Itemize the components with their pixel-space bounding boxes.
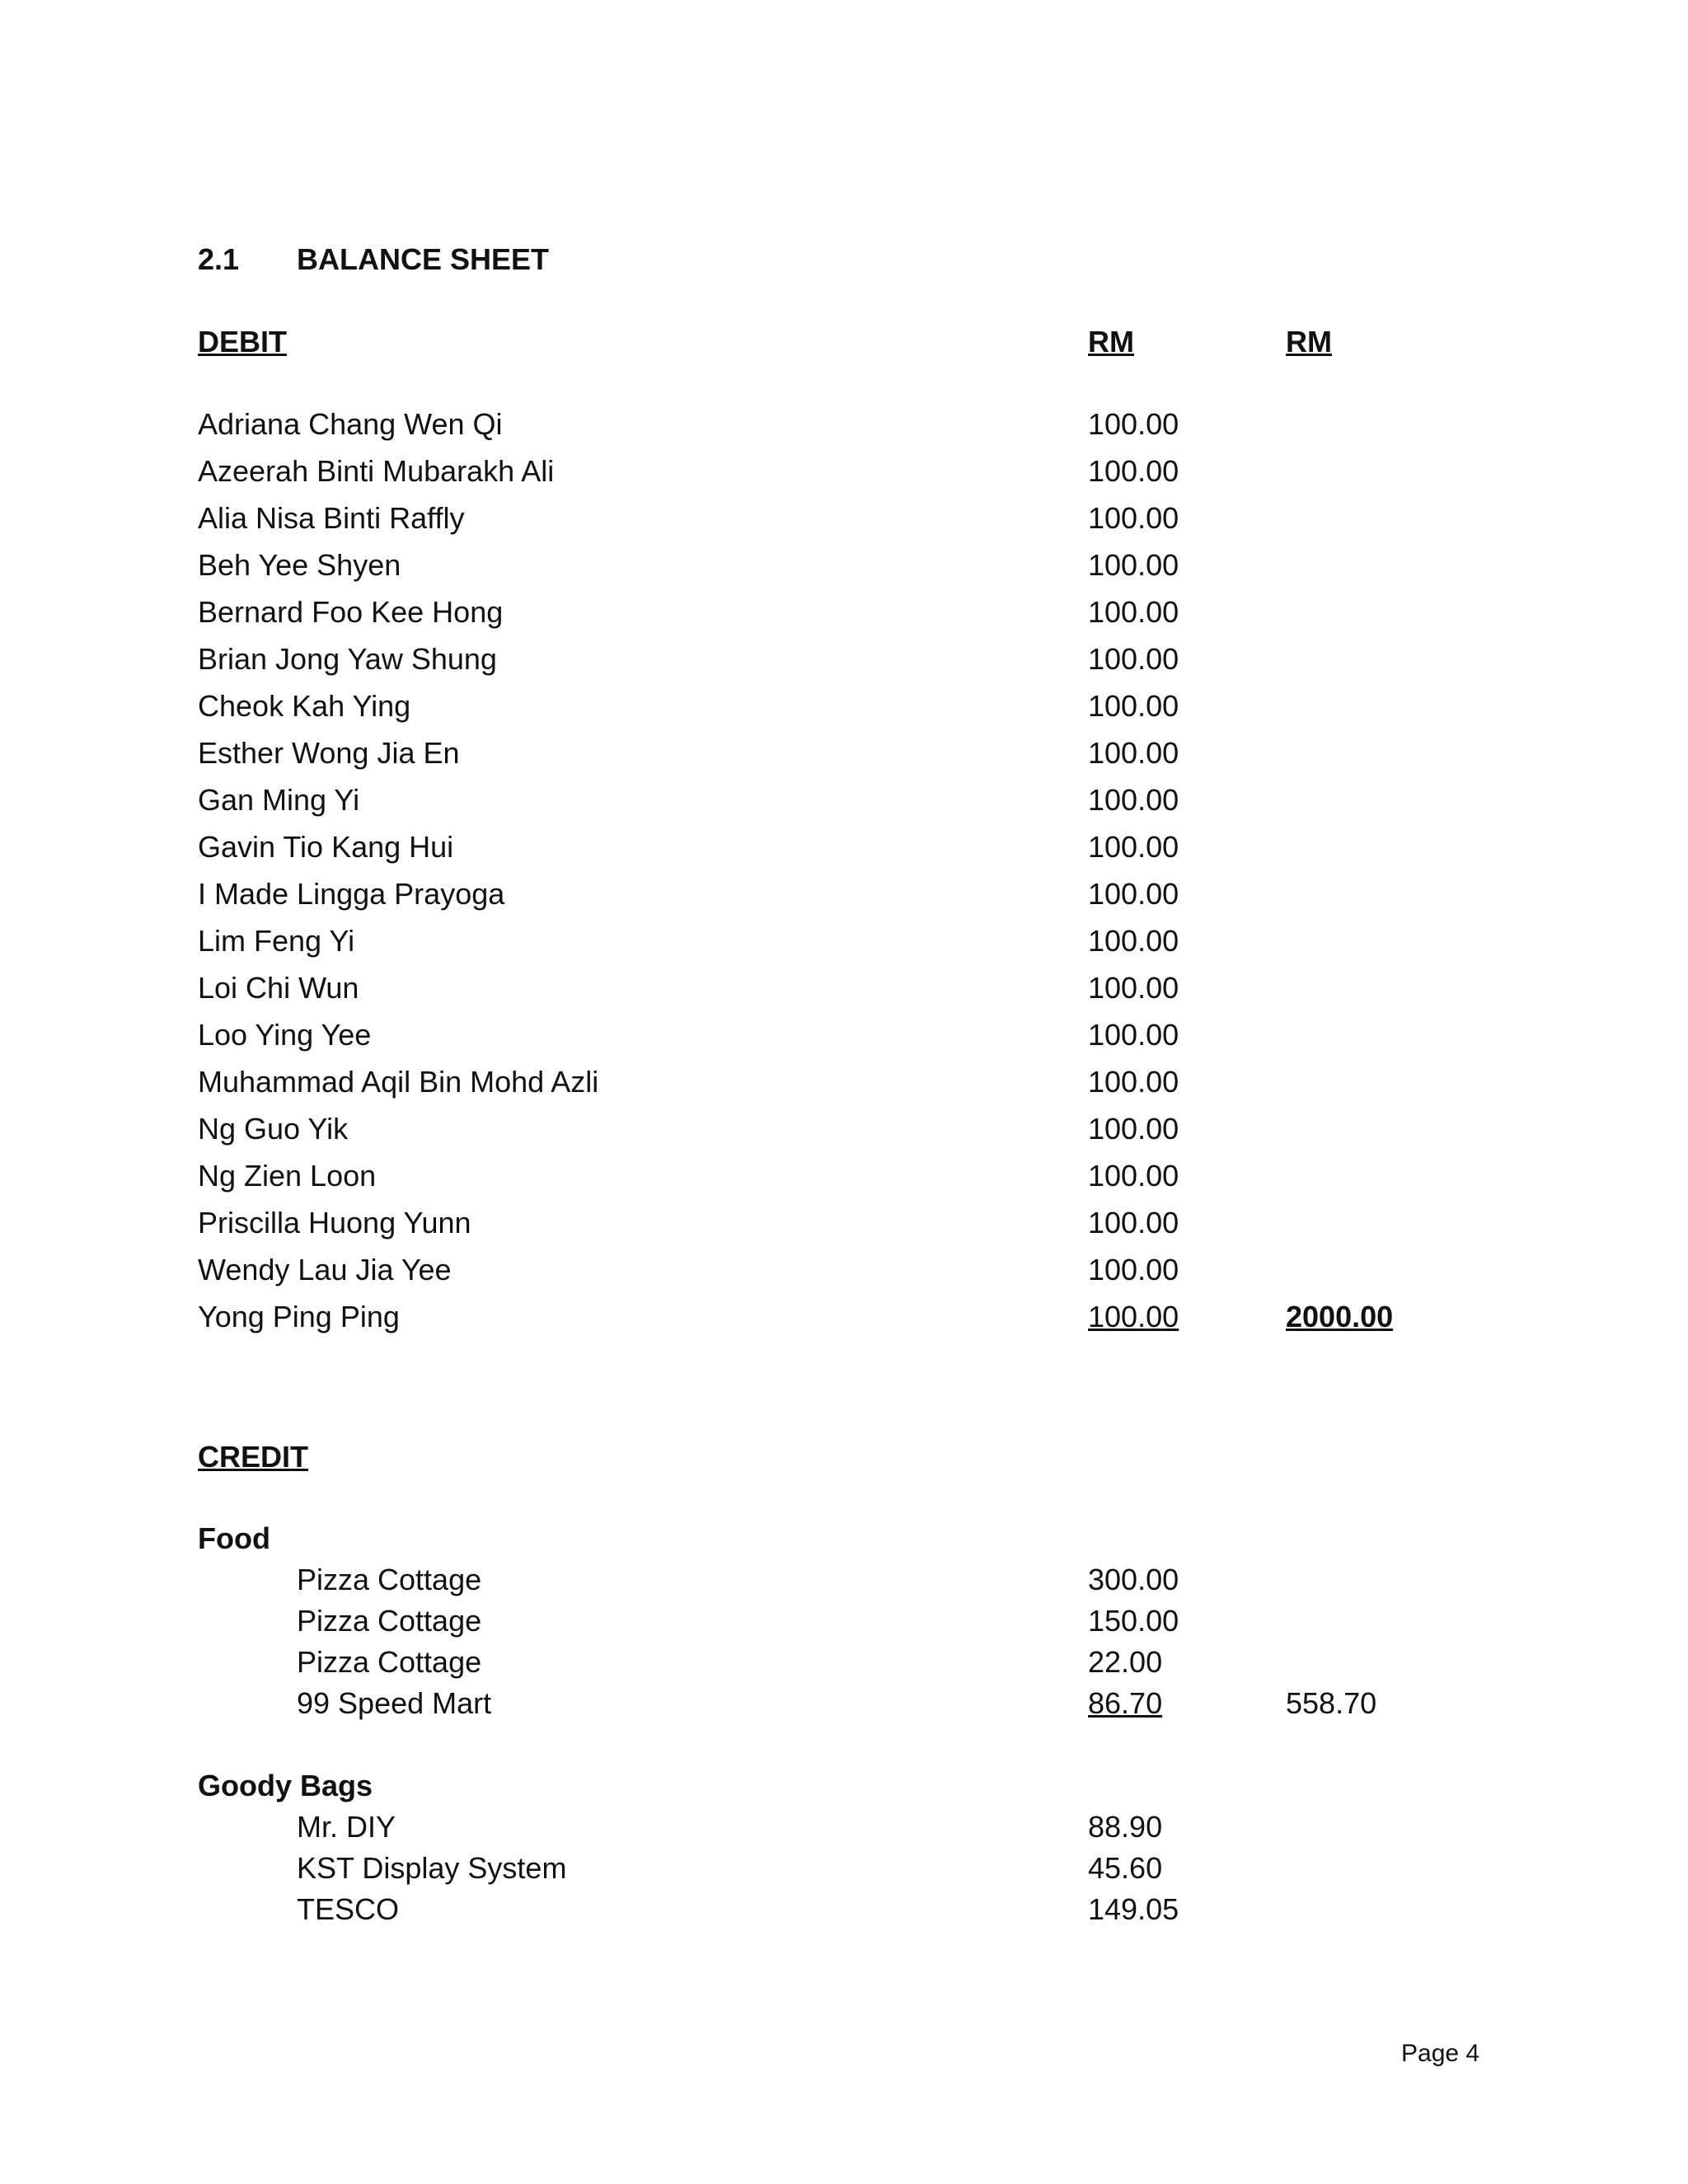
contributor-name: Ng Guo Yik	[198, 1112, 349, 1146]
contributor-name: Muhammad Aqil Bin Mohd Azli	[198, 1065, 599, 1099]
debit-row	[0, 451, 1688, 492]
debit-row	[0, 1249, 1688, 1291]
credit-row	[0, 1642, 1688, 1683]
contribution-amount: 100.00	[1088, 595, 1179, 629]
contributor-name: I Made Lingga Prayoga	[198, 877, 505, 911]
vendor-name: Pizza Cottage	[297, 1563, 482, 1596]
contributor-name: Loo Ying Yee	[198, 1018, 372, 1052]
rm-header-amount: RM	[1088, 325, 1134, 359]
rm-header-total: RM	[1286, 325, 1332, 359]
contribution-amount: 100.00	[1088, 501, 1179, 535]
contribution-amount: 100.00	[1088, 736, 1179, 770]
credit-row	[0, 1807, 1688, 1848]
debit-row	[0, 639, 1688, 680]
debit-row	[0, 404, 1688, 445]
contribution-amount: 100.00	[1088, 1112, 1179, 1146]
contribution-amount: 100.00	[1088, 407, 1179, 441]
contributor-name: Gan Ming Yi	[198, 783, 360, 817]
contribution-amount: 100.00	[1088, 1018, 1179, 1052]
debit-row	[0, 592, 1688, 633]
debit-row	[0, 827, 1688, 868]
contribution-amount: 100.00	[1088, 548, 1179, 582]
section-number: 2.1	[198, 242, 240, 276]
contribution-amount: 100.00	[1088, 783, 1179, 817]
contributor-name: Azeerah Binti Mubarakh Ali	[198, 454, 555, 488]
contribution-amount: 100.00	[1088, 1206, 1179, 1240]
contributor-name: Wendy Lau Jia Yee	[198, 1253, 452, 1286]
expense-amount: 149.05	[1088, 1892, 1179, 1926]
vendor-name: Mr. DIY	[297, 1810, 396, 1844]
expense-amount: 22.00	[1088, 1645, 1163, 1679]
page-number: Page 4	[1401, 2040, 1480, 2067]
debit-row	[0, 498, 1688, 539]
contribution-amount: 100.00	[1088, 689, 1179, 723]
debit-row	[0, 1296, 1688, 1338]
contributor-name: Alia Nisa Binti Raffly	[198, 501, 465, 535]
debit-row	[0, 1015, 1688, 1056]
expense-amount: 88.90	[1088, 1810, 1163, 1844]
debit-row	[0, 968, 1688, 1009]
contributor-name: Lim Feng Yi	[198, 924, 355, 958]
section-heading	[198, 239, 549, 280]
credit-row	[0, 1601, 1688, 1642]
contributor-name: Loi Chi Wun	[198, 971, 359, 1005]
contribution-amount: 100.00	[1088, 1300, 1179, 1333]
contributor-name: Priscilla Huong Yunn	[198, 1206, 471, 1240]
vendor-name: Pizza Cottage	[297, 1604, 482, 1638]
contributor-name: Beh Yee Shyen	[198, 548, 401, 582]
expense-amount: 300.00	[1088, 1563, 1179, 1596]
contribution-amount: 100.00	[1088, 1253, 1179, 1286]
debit-header: DEBIT	[198, 325, 287, 359]
contribution-amount: 100.00	[1088, 877, 1179, 911]
contribution-amount: 100.00	[1088, 642, 1179, 676]
credit-row	[0, 1559, 1688, 1601]
contribution-amount: 100.00	[1088, 830, 1179, 864]
contribution-amount: 100.00	[1088, 1065, 1179, 1099]
contributor-name: Yong Ping Ping	[198, 1300, 400, 1333]
debit-row	[0, 733, 1688, 774]
contributor-name: Brian Jong Yaw Shung	[198, 642, 497, 676]
vendor-name: Pizza Cottage	[297, 1645, 482, 1679]
debit-row	[0, 1202, 1688, 1244]
credit-row	[0, 1683, 1688, 1724]
expense-amount: 150.00	[1088, 1604, 1179, 1638]
debit-row	[0, 1155, 1688, 1197]
contributor-name: Cheok Kah Ying	[198, 689, 411, 723]
credit-row	[0, 1889, 1688, 1930]
contributor-name: Bernard Foo Kee Hong	[198, 595, 504, 629]
contribution-amount: 100.00	[1088, 971, 1179, 1005]
expense-amount: 86.70	[1088, 1686, 1163, 1720]
contributor-name: Ng Zien Loon	[198, 1159, 377, 1193]
debit-row	[0, 1108, 1688, 1150]
contributor-name: Adriana Chang Wen Qi	[198, 407, 503, 441]
debit-row	[0, 1062, 1688, 1103]
vendor-name: KST Display System	[297, 1851, 567, 1885]
debit-row	[0, 780, 1688, 821]
contribution-amount: 100.00	[1088, 924, 1179, 958]
contributor-name: Esther Wong Jia En	[198, 736, 460, 770]
vendor-name: 99 Speed Mart	[297, 1686, 492, 1720]
food-total: 558.70	[1286, 1686, 1377, 1720]
debit-row	[0, 874, 1688, 915]
contribution-amount: 100.00	[1088, 454, 1179, 488]
debit-row	[0, 921, 1688, 962]
food-category-title: Food	[198, 1521, 270, 1555]
goody-bags-category-title: Goody Bags	[198, 1769, 373, 1802]
contribution-amount: 100.00	[1088, 1159, 1179, 1193]
vendor-name: TESCO	[297, 1892, 400, 1926]
section-title: BALANCE SHEET	[297, 242, 550, 276]
credit-row	[0, 1848, 1688, 1889]
debit-row	[0, 545, 1688, 586]
contributor-name: Gavin Tio Kang Hui	[198, 830, 454, 864]
debit-row	[0, 686, 1688, 727]
debit-total: 2000.00	[1286, 1300, 1394, 1333]
expense-amount: 45.60	[1088, 1851, 1163, 1885]
credit-header: CREDIT	[198, 1440, 308, 1474]
